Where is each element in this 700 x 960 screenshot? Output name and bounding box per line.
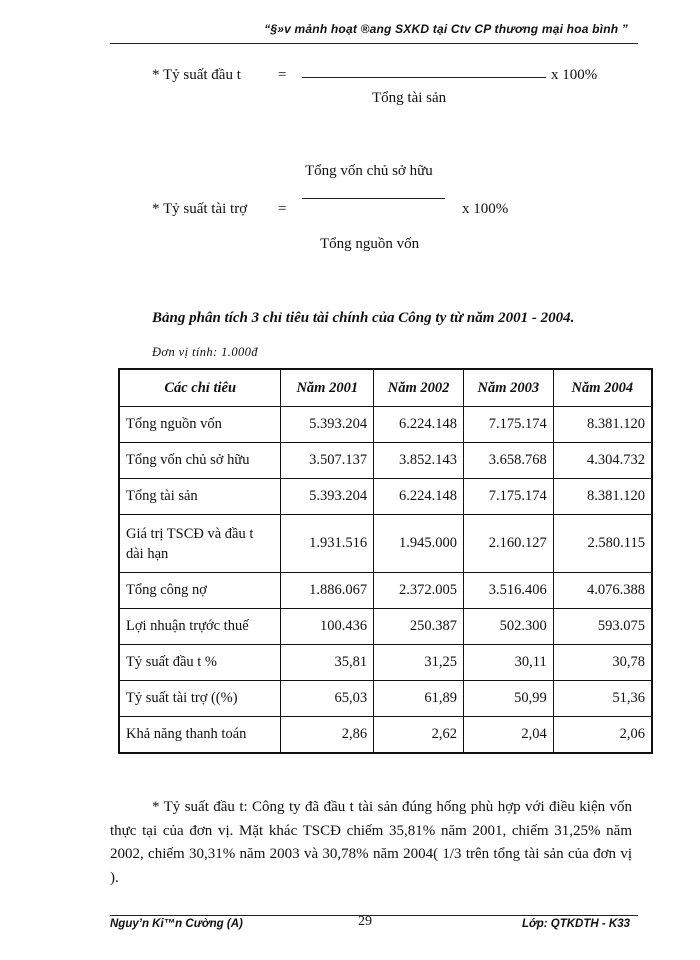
- table-cell: 8.381.120: [553, 479, 652, 515]
- paragraph-text: * Tỷ suất đầu t: Công ty đã đầu t tài sản đúng hống phù hợp với điều kiện vốn thực tại của đơn vị. Mặt khác TSCĐ chiếm 35,81% năm 2001, chiếm 31,25% năm 2002, chiếm 30,31% năm 2003 và 30,78% năm 2004( 1/3 trên tổng tài sản của đơn vị ).: [110, 799, 632, 886]
- footer-divider: [110, 915, 638, 916]
- table-cell: 31,25: [374, 645, 464, 681]
- table-row: [119, 515, 652, 573]
- table-cell: 4.304.732: [553, 443, 652, 479]
- formula2-fraction-line: [302, 198, 445, 199]
- table-row: [119, 479, 652, 515]
- table-row: [119, 681, 652, 717]
- column-header: Năm 2004: [553, 369, 652, 407]
- page-number: 29: [358, 914, 372, 929]
- column-header: Năm 2002: [374, 369, 464, 407]
- table-row: [119, 573, 652, 609]
- formula1-multiplier: x 100%: [551, 67, 598, 83]
- table-cell: 3.507.137: [281, 443, 374, 479]
- table-cell: 100.436: [281, 609, 374, 645]
- table-cell: 1.945.000: [374, 515, 464, 573]
- table-cell: 1.886.067: [281, 573, 374, 609]
- table-cell: 250.387: [374, 609, 464, 645]
- table-cell: 51,36: [553, 681, 652, 717]
- column-header: Các chỉ tiêu: [119, 369, 281, 407]
- row-label: Tổng nguồn vốn: [119, 407, 281, 443]
- table-cell: 50,99: [463, 681, 553, 717]
- table-cell: 1.931.516: [281, 515, 374, 573]
- table-cell: 2,06: [553, 717, 652, 753]
- footer-author: Nguy’n Ki™n Cường (A): [110, 918, 243, 930]
- table-caption: Bảng phân tích 3 chỉ tiêu tài chính của Công ty từ năm 2001 - 2004.: [152, 310, 575, 326]
- table-cell: 6.224.148: [374, 407, 464, 443]
- formula2-label: * Tỷ suất tài trợ: [152, 201, 248, 217]
- table-row: [119, 443, 652, 479]
- table-cell: 2,86: [281, 717, 374, 753]
- table-cell: 2.160.127: [463, 515, 553, 573]
- table-cell: 2,04: [463, 717, 553, 753]
- table-cell: 2.580.115: [553, 515, 652, 573]
- header-divider: [110, 43, 638, 44]
- row-label: Lợi nhuận trựớc thuế: [119, 609, 281, 645]
- row-label: Khả năng thanh toán: [119, 717, 281, 753]
- table-cell: 4.076.388: [553, 573, 652, 609]
- running-header: “§»v mảnh hoạt ®ang SXKD tại Ctv CP thương mại hoa bình ”: [264, 22, 628, 36]
- table-cell: 3.516.406: [463, 573, 553, 609]
- table-cell: 7.175.174: [463, 407, 553, 443]
- formula1-label: * Tỷ suất đầu t: [152, 67, 241, 83]
- table-unit-note: Đơn vị tính: 1.000đ: [152, 345, 258, 359]
- formula1-fraction-line: [302, 77, 546, 78]
- table-cell: 30,11: [463, 645, 553, 681]
- table-cell: 3.852.143: [374, 443, 464, 479]
- column-header: Năm 2003: [463, 369, 553, 407]
- table-cell: 8.381.120: [553, 407, 652, 443]
- row-label: Tỷ suất tài trợ ((%): [119, 681, 281, 717]
- financial-indicators-table: [118, 368, 653, 754]
- row-label: Tổng vốn chủ sở hữu: [119, 443, 281, 479]
- table-cell: 6.224.148: [374, 479, 464, 515]
- row-label: Tổng công nợ: [119, 573, 281, 609]
- row-label: Giá trị TSCĐ và đầu t dài hạn: [119, 515, 281, 573]
- table-cell: 7.175.174: [463, 479, 553, 515]
- column-header: Năm 2001: [281, 369, 374, 407]
- table-cell: 5.393.204: [281, 479, 374, 515]
- formula2-multiplier: x 100%: [462, 201, 509, 217]
- table-cell: 3.658.768: [463, 443, 553, 479]
- formula2-equals: =: [278, 201, 287, 217]
- table-cell: 35,81: [281, 645, 374, 681]
- table-row: [119, 717, 652, 753]
- table-cell: 30,78: [553, 645, 652, 681]
- table-cell: 2,62: [374, 717, 464, 753]
- formula2-numerator: Tổng vốn chủ sở hữu: [305, 163, 433, 179]
- table-cell: 65,03: [281, 681, 374, 717]
- formula2-denominator: Tổng nguồn vốn: [320, 236, 420, 252]
- footer-class-label: Lớp: QTKDTH - K33: [521, 918, 630, 930]
- table-row: [119, 609, 652, 645]
- row-label: Tổng tài sản: [119, 479, 281, 515]
- table-cell: 593.075: [553, 609, 652, 645]
- table-row: [119, 407, 652, 443]
- table-cell: 5.393.204: [281, 407, 374, 443]
- body-paragraph: [110, 796, 632, 890]
- row-label: Tỷ suất đầu t %: [119, 645, 281, 681]
- table-header-row: [119, 369, 652, 407]
- table-cell: 502.300: [463, 609, 553, 645]
- formula1-equals: =: [278, 67, 287, 83]
- table-cell: 61,89: [374, 681, 464, 717]
- table-cell: 2.372.005: [374, 573, 464, 609]
- table-row: [119, 645, 652, 681]
- formula1-denominator: Tổng tài sản: [372, 90, 447, 106]
